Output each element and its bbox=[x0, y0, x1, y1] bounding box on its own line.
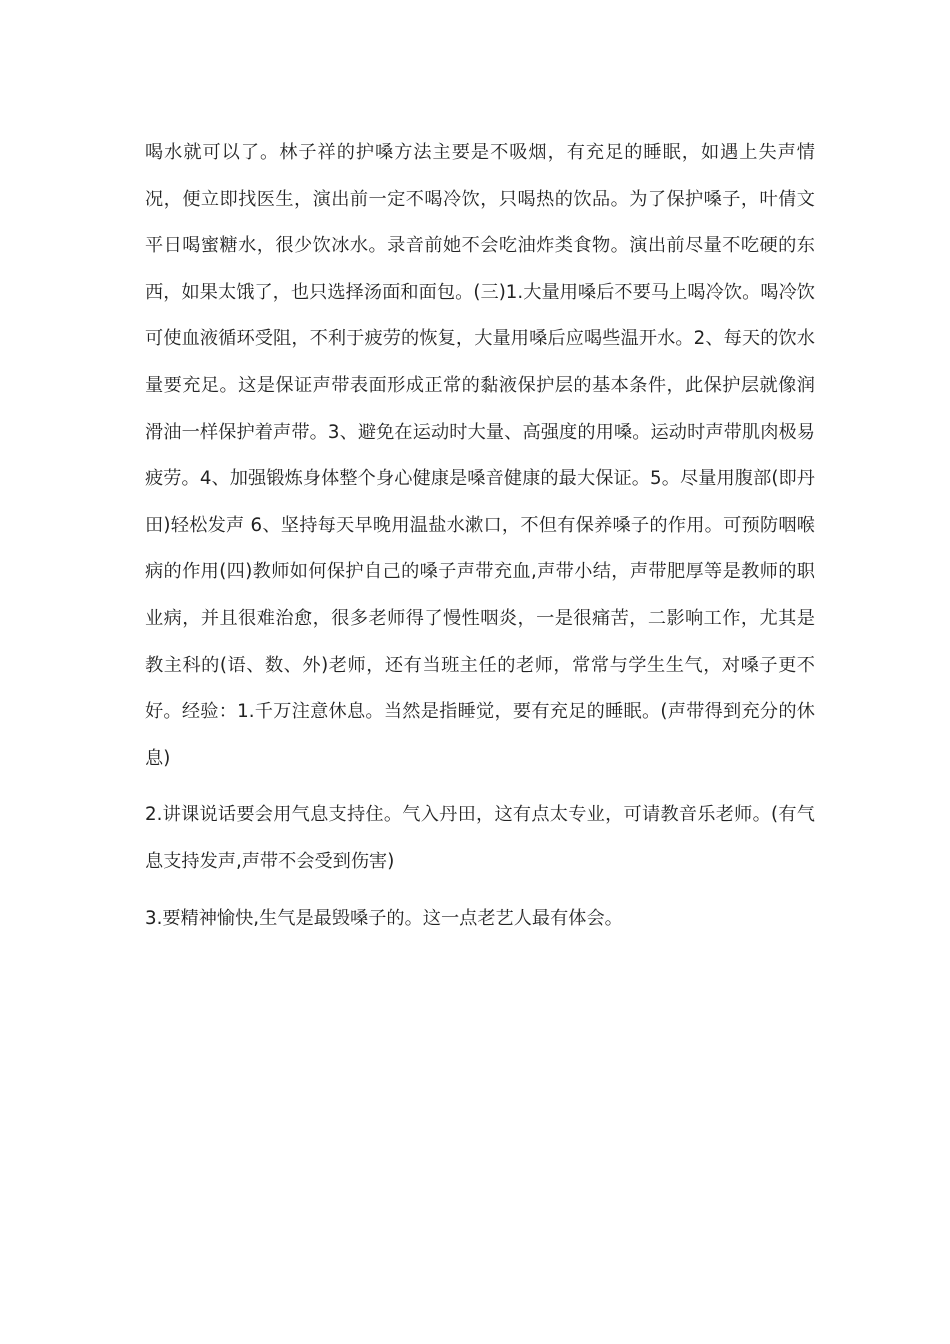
document-body bbox=[145, 130, 815, 942]
paragraph-3: 3.要精神愉快,生气是最毁嗓子的。这一点老艺人最有体会。 bbox=[145, 907, 623, 929]
paragraph-2: 2.讲课说话要会用气息支持住。气入丹田，这有点太专业，可请教音乐老师。(有气息支持发声,声带不会受到伤害) bbox=[145, 804, 815, 872]
paragraph-1: 喝水就可以了。林子祥的护嗓方法主要是不吸烟，有充足的睡眠，如遇上失声情况，便立即找医生，演出前一定不喝冷饮，只喝热的饮品。为了保护嗓子，叶倩文平日喝蜜糖水，很少饮冰水。录音前她不会吃油炸类食物。演出前尽量不吃硬的东西，如果太饿了，也只选择汤面和面包。(三)1.大量用嗓后不要马上喝冷饮。喝冷饮可使血液循环受阻，不利于疲劳的恢复，大量用嗓后应喝些温开水。2、每天的饮水量要充足。这是保证声带表面形成正常的黏液保护层的基本条件，此保护层就像润滑油一样保护着声带。3、避免在运动时大量、高强度的用嗓。运动时声带肌肉极易疲劳。4、加强锻炼身体整个身心健康是嗓音健康的最大保证。5。尽量用腹部(即丹田)轻松发声 6、坚持每天早晚用温盐水漱口，不但有保养嗓子的作用。可预防咽喉病的作用(四)教师如何保护自己的嗓子声带充血,声带小结，声带肥厚等是教师的职业病，并且很难治愈，很多老师得了慢性咽炎，一是很痛苦，二影响工作，尤其是教主科的(语、数、外)老师，还有当班主任的老师，常常与学生生气，对嗓子更不好。经验：1.千万注意休息。当然是指睡觉，要有充足的睡眠。(声带得到充分的休息) bbox=[145, 142, 815, 769]
